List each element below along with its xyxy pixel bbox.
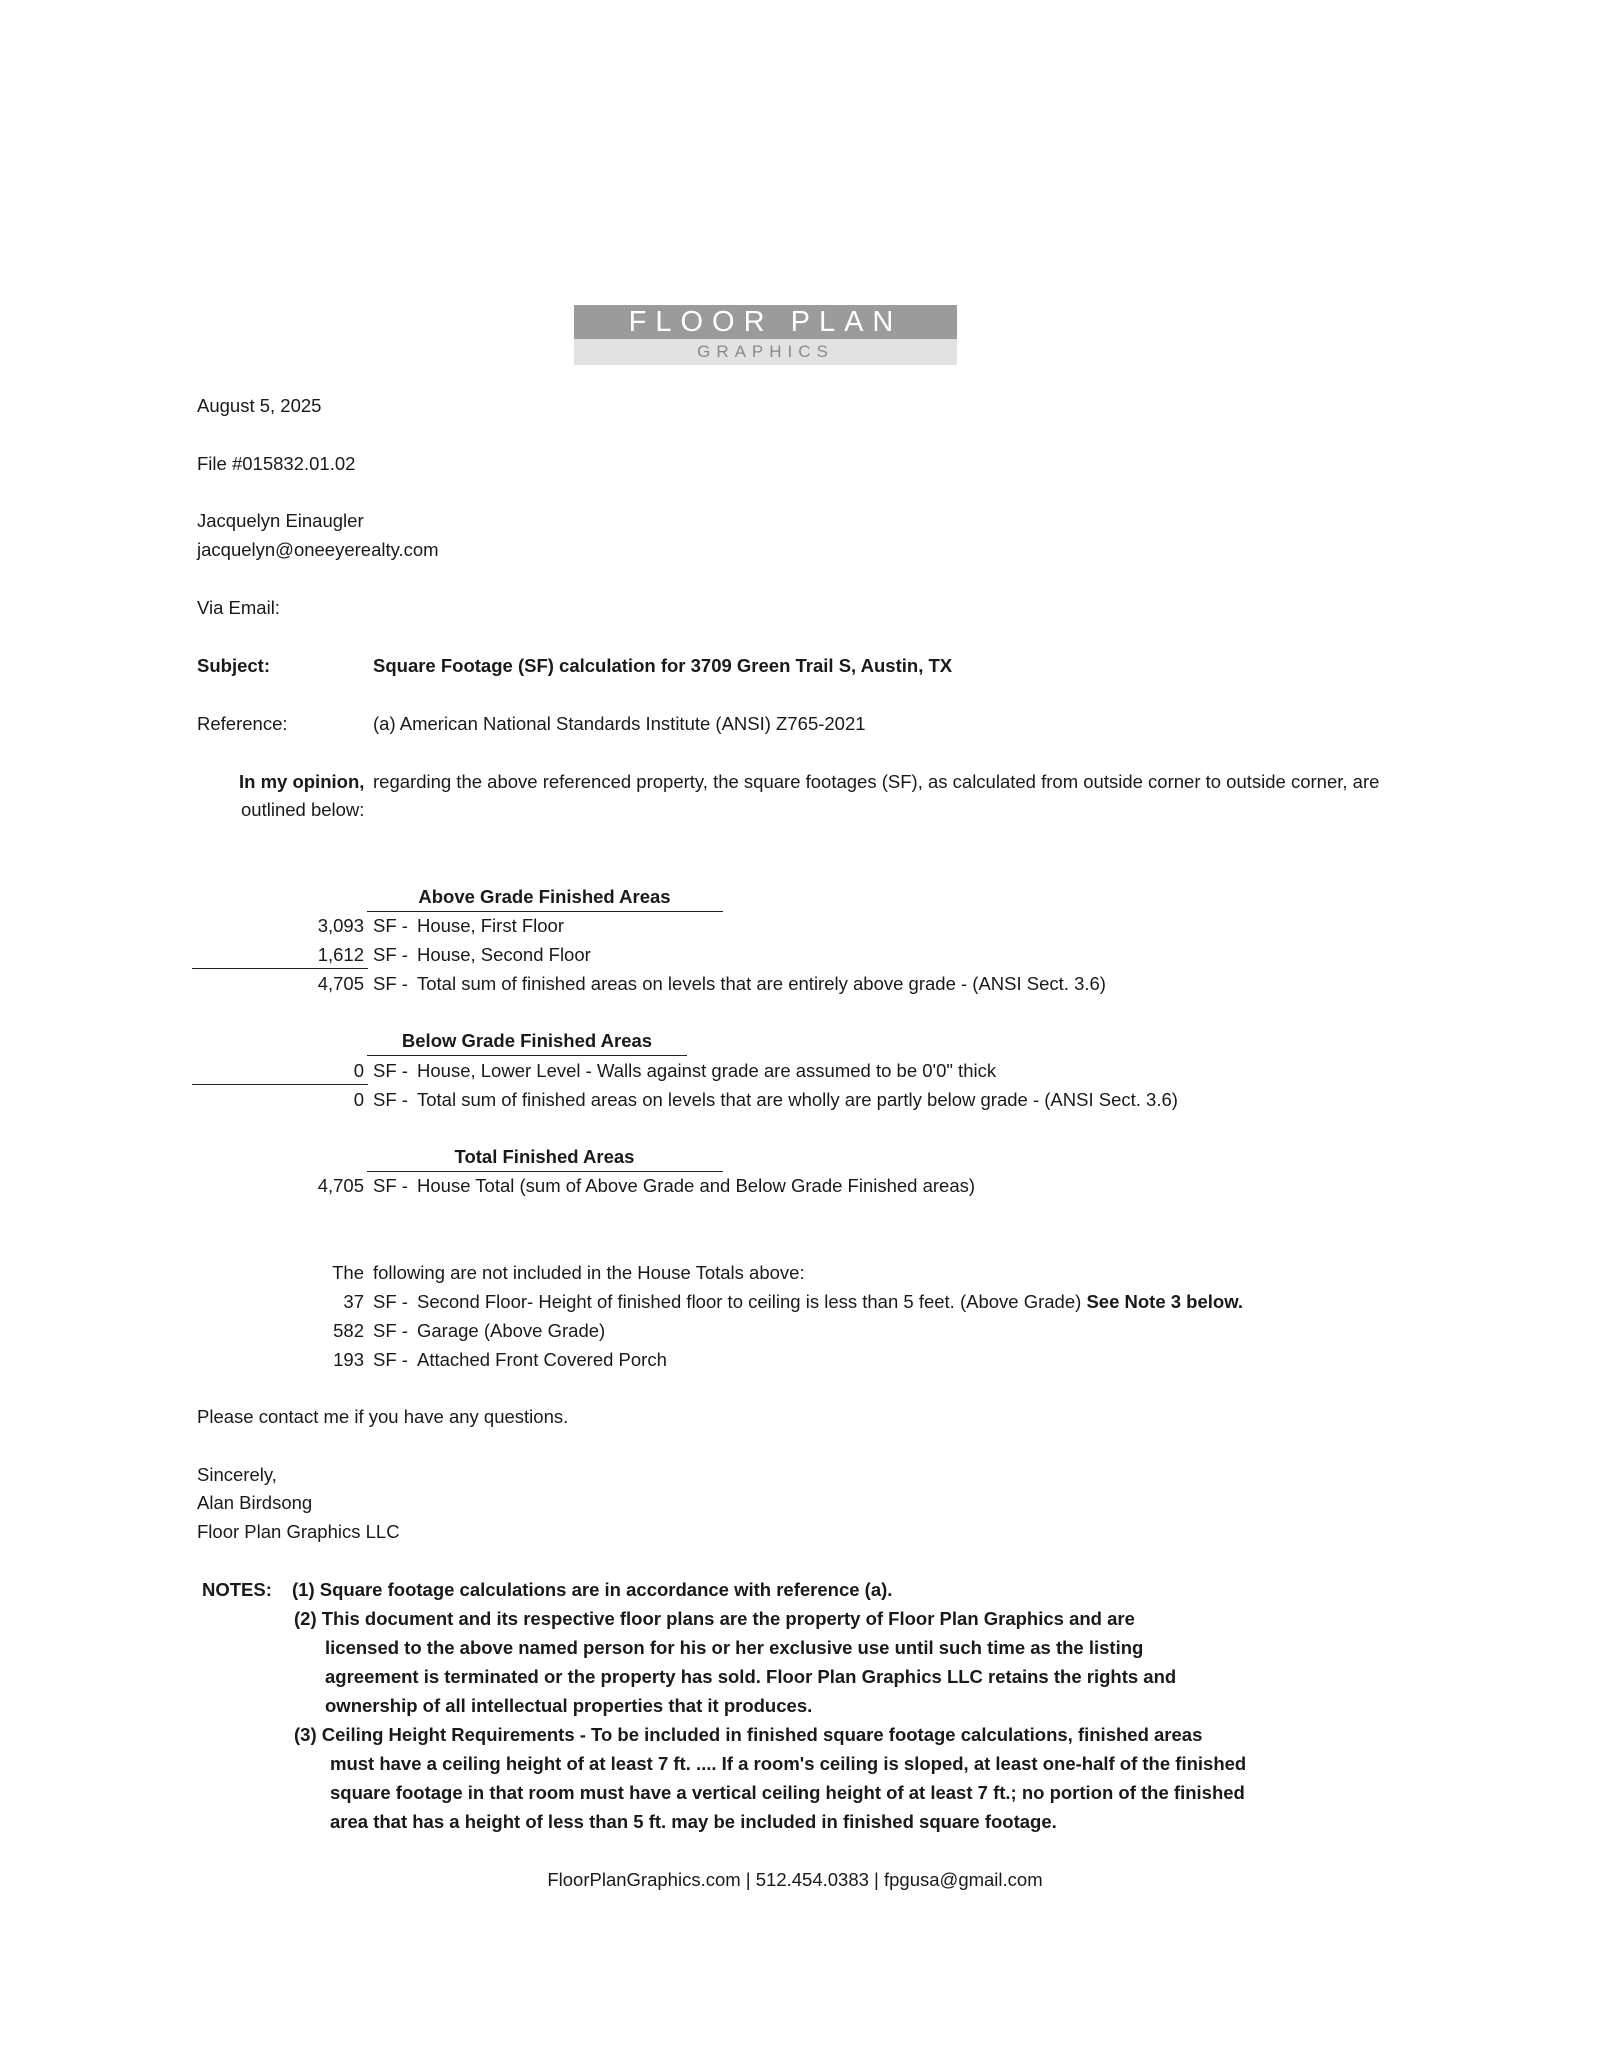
above-grade-title: Above Grade Finished Areas: [418, 886, 671, 907]
above-grade-total-unit: SF -: [373, 973, 408, 994]
signer-name: Alan Birdsong: [197, 1492, 313, 1513]
below-grade-total-unit: SF -: [373, 1089, 408, 1110]
opinion-label-continued: outlined below:: [241, 799, 365, 820]
note-1: (1) Square footage calculations are in accordance with reference (a).: [292, 1579, 893, 1600]
reference-label: Reference:: [197, 713, 288, 734]
note-2-line: (2) This document and its respective floor plans are the property of Floor Plan Graphics and are: [294, 1608, 1135, 1629]
recipient-email: jacquelyn@oneeyerealty.com: [197, 539, 439, 560]
signer-company: Floor Plan Graphics LLC: [197, 1521, 400, 1542]
opinion-text: regarding the above referenced property, the square footages (SF), as calculated from outside corner to outside corner, are: [373, 771, 1380, 792]
excluded-value: 582: [333, 1320, 364, 1341]
subject-text: Square Footage (SF) calculation for 3709 Green Trail S, Austin, TX: [373, 655, 953, 676]
excluded-lead-word: The: [332, 1262, 364, 1283]
closing: Sincerely,: [197, 1464, 277, 1485]
above-grade-unit: SF -: [373, 944, 408, 965]
below-grade-total-value: 0: [353, 1089, 364, 1110]
total-title-rule: [367, 1171, 723, 1172]
above-grade-desc: House, First Floor: [417, 915, 565, 936]
letter-date: August 5, 2025: [197, 395, 322, 416]
note-2-line: ownership of all intellectual properties that it produces.: [325, 1695, 813, 1716]
excluded-unit: SF -: [373, 1291, 408, 1312]
below-grade-desc: House, Lower Level - Walls against grade are assumed to be 0'0" thick: [417, 1060, 997, 1081]
contact-line: Please contact me if you have any questions.: [197, 1406, 569, 1427]
below-grade-title: Below Grade Finished Areas: [401, 1030, 653, 1051]
footer-contact: FloorPlanGraphics.com | 512.454.0383 | fpgusa@gmail.com: [547, 1869, 1043, 1890]
excluded-desc: Attached Front Covered Porch: [417, 1349, 667, 1370]
notes-label: NOTES:: [202, 1579, 272, 1600]
excluded-value: 193: [333, 1349, 364, 1370]
reference-text: (a) American National Standards Institute (ANSI) Z765-2021: [373, 713, 866, 734]
opinion-label: In my opinion,: [239, 771, 365, 792]
excluded-unit: SF -: [373, 1320, 408, 1341]
above-grade-sum-rule: [192, 968, 368, 969]
above-grade-value: 3,093: [317, 915, 364, 936]
note-3-line: area that has a height of less than 5 ft. may be included in finished square footage.: [330, 1811, 1057, 1832]
below-grade-total-desc: Total sum of finished areas on levels that are wholly are partly below grade - (ANSI Sect. 3.6): [417, 1089, 1178, 1110]
below-grade-value: 0: [353, 1060, 364, 1081]
house-total-desc: House Total (sum of Above Grade and Below Grade Finished areas): [417, 1175, 976, 1196]
excluded-unit: SF -: [373, 1349, 408, 1370]
note-2-line: agreement is terminated or the property has sold. Floor Plan Graphics LLC retains the rights and: [325, 1666, 1177, 1687]
note-3-line: (3) Ceiling Height Requirements - To be included in finished square footage calculations, finished areas: [294, 1724, 1203, 1745]
recipient-name: Jacquelyn Einaugler: [197, 510, 364, 531]
excluded-desc: Garage (Above Grade): [417, 1320, 606, 1341]
excluded-row-line: [417, 1291, 1243, 1313]
above-grade-title-rule: [367, 911, 723, 912]
below-grade-sum-rule: [192, 1084, 368, 1085]
note-3-line: square footage in that room must have a vertical ceiling height of at least 7 ft.; no portion of the finished: [330, 1782, 1245, 1803]
excluded-value: 37: [343, 1291, 364, 1312]
above-grade-value: 1,612: [317, 944, 364, 965]
house-total-unit: SF -: [373, 1175, 408, 1196]
total-title: Total Finished Areas: [454, 1146, 635, 1167]
below-grade-unit: SF -: [373, 1060, 408, 1081]
above-grade-total-desc: Total sum of finished areas on levels that are entirely above grade - (ANSI Sect. 3.6): [417, 973, 1106, 994]
excluded-note-ref: See Note 3 below.: [1086, 1291, 1244, 1312]
house-total-value: 4,705: [317, 1175, 364, 1196]
logo-title: FLOOR PLAN: [574, 305, 957, 339]
logo-subtitle: GRAPHICS: [574, 339, 957, 365]
above-grade-unit: SF -: [373, 915, 408, 936]
note-2-line: licensed to the above named person for his or her exclusive use until such time as the listing: [325, 1637, 1144, 1658]
above-grade-total-value: 4,705: [317, 973, 364, 994]
file-number: File #015832.01.02: [197, 453, 356, 474]
subject-label: Subject:: [197, 655, 270, 676]
below-grade-title-rule: [367, 1055, 687, 1056]
excluded-lead-text: following are not included in the House Totals above:: [373, 1262, 805, 1283]
note-3-line: must have a ceiling height of at least 7 ft. .... If a room's ceiling is sloped, at least one-half of the finished: [330, 1753, 1247, 1774]
above-grade-desc: House, Second Floor: [417, 944, 591, 965]
excluded-desc: Second Floor- Height of finished floor to ceiling is less than 5 feet. (Above Grade): [417, 1291, 1082, 1312]
via-email: Via Email:: [197, 597, 280, 618]
